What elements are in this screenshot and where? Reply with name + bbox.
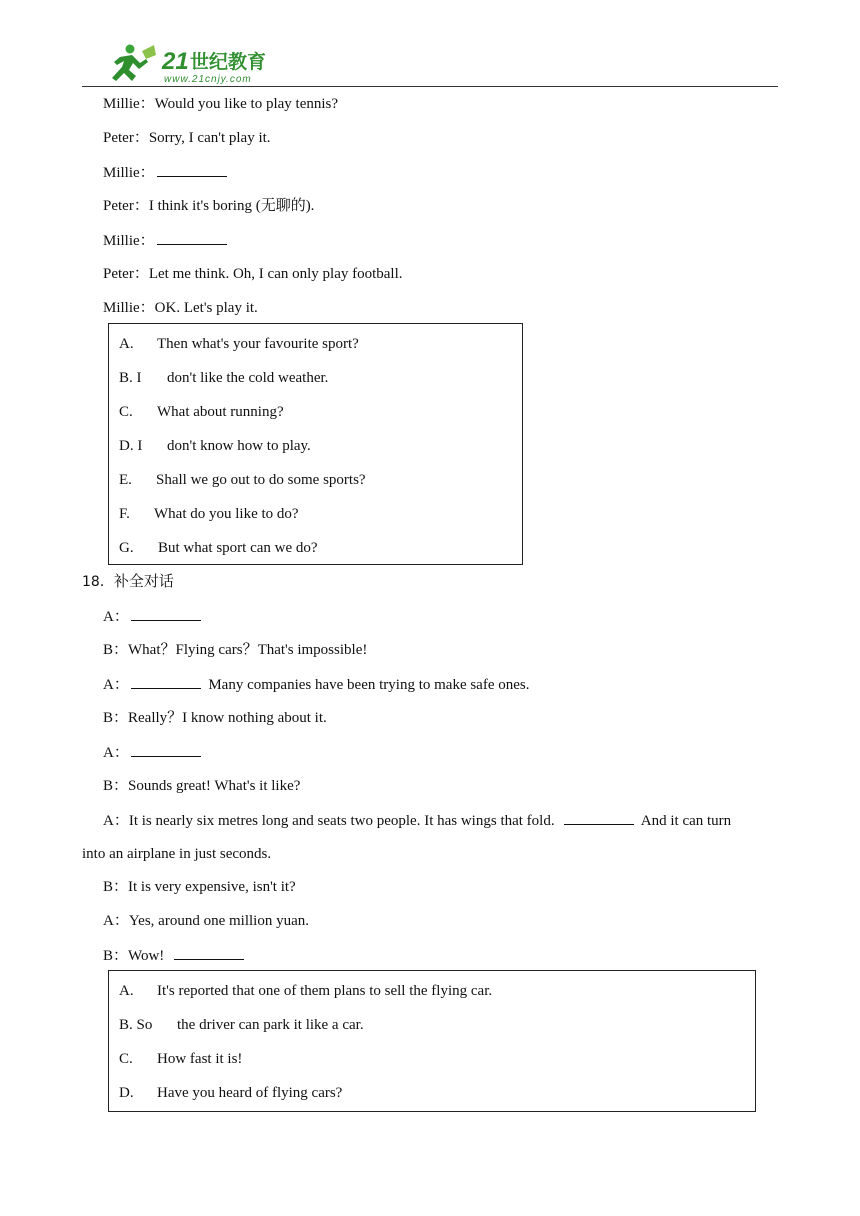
dialogue-line: B：Wow! — [103, 945, 244, 966]
dialogue-line: A： — [103, 606, 201, 627]
option-item: A. Then what's your favourite sport? — [119, 336, 359, 352]
option-item: D. I don't know how to play. — [119, 438, 311, 454]
svg-text:世纪教育: 世纪教育 — [190, 51, 267, 73]
option-item: B. I don't like the cold weather. — [119, 370, 329, 386]
svg-text:21: 21 — [162, 48, 189, 75]
dialogue-line: B：Sounds great! What's it like? — [103, 778, 301, 794]
dialogue-line: Peter：I think it's boring (无聊的). — [103, 198, 315, 214]
dialogue-line: A：It is nearly six metres long and seats two people. It has wings that fold. And it can turn — [103, 810, 731, 831]
page-header — [82, 40, 778, 87]
dialogue-line: B：What？Flying cars？That's impossible! — [103, 642, 368, 658]
option-item: D. Have you heard of flying cars? — [119, 1085, 343, 1101]
answer-blank[interactable] — [174, 945, 244, 960]
dialogue-line: Millie：Would you like to play tennis? — [103, 96, 339, 112]
dialogue-line: A：Yes, around one million yuan. — [103, 913, 309, 929]
dialogue-line: Peter：Sorry, I can't play it. — [103, 130, 271, 146]
option-item: C. How fast it is! — [119, 1051, 243, 1067]
option-item: G. But what sport can we do? — [119, 540, 318, 556]
options-box — [108, 970, 756, 1112]
dialogue-line: A： Many companies have been trying to make safe ones. — [103, 674, 530, 695]
answer-blank[interactable] — [131, 742, 201, 757]
dialogue-line: B：It is very expensive, isn't it? — [103, 879, 296, 895]
option-item: B. So the driver can park it like a car. — [119, 1017, 364, 1033]
answer-blank[interactable] — [131, 606, 201, 621]
option-item: A. It's reported that one of them plans to sell the flying car. — [119, 983, 493, 999]
answer-blank[interactable] — [157, 230, 227, 245]
dialogue-line: Peter：Let me think. Oh, I can only play football. — [103, 266, 403, 282]
dialogue-line: B：Really？I know nothing about it. — [103, 710, 327, 726]
option-item: F. What do you like to do? — [119, 506, 299, 522]
option-item: C. What about running? — [119, 404, 284, 420]
answer-blank[interactable] — [157, 162, 227, 177]
dialogue-line: Millie： — [103, 162, 227, 183]
dialogue-line: Millie： — [103, 230, 227, 251]
answer-blank[interactable] — [131, 674, 201, 689]
runner-icon — [112, 45, 156, 82]
dialogue-line: A： — [103, 742, 201, 763]
dialogue-line-continued: into an airplane in just seconds. — [82, 846, 272, 862]
answer-blank[interactable] — [564, 810, 634, 825]
svg-text:www.21cnjy.com: www.21cnjy.com — [164, 74, 252, 85]
dialogue-line: Millie：OK. Let's play it. — [103, 300, 258, 316]
question-title: 18．补全对话 — [82, 574, 174, 590]
site-logo — [102, 43, 342, 85]
options-box — [108, 323, 523, 565]
option-item: E. Shall we go out to do some sports? — [119, 472, 366, 488]
